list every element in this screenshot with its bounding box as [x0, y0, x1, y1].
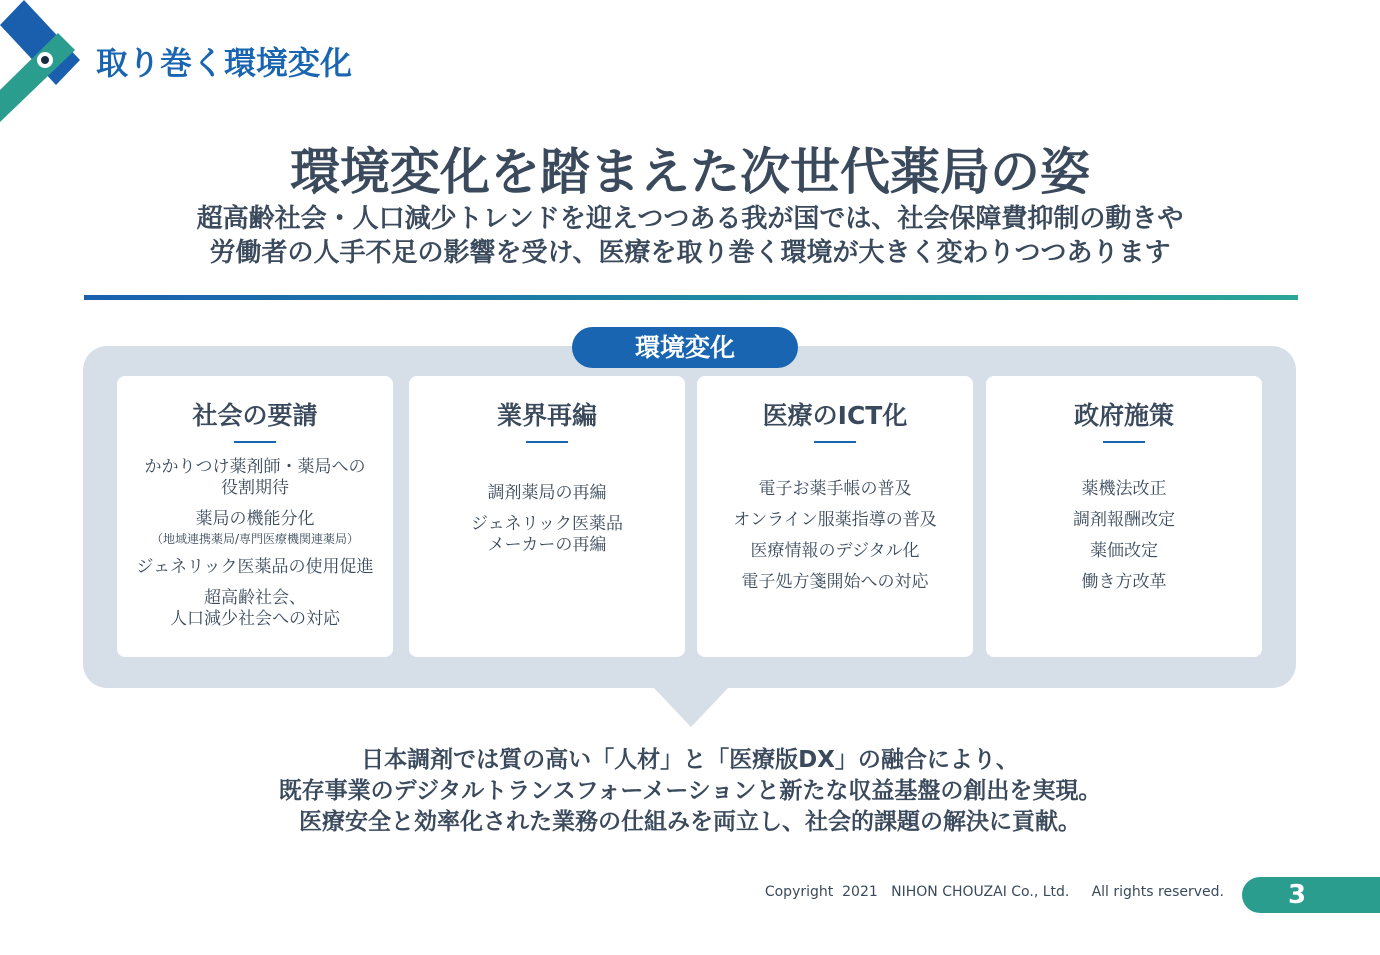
card-title: 業界再編: [496, 401, 597, 430]
page-headline: 環境変化を踏まえた次世代薬局の姿: [290, 143, 1090, 201]
conclusion-line: 医療安全と効率化された業務の仕組みを両立し、社会的課題の解決に貢献。: [299, 809, 1081, 835]
gradient-divider: [84, 295, 1298, 300]
card-underline: [814, 441, 856, 443]
section-title: 取り巻く環境変化: [96, 44, 353, 82]
card-item: 薬機法改正: [1081, 479, 1167, 499]
card-item-note: （地域連携薬局/専門医療機関連薬局）: [150, 532, 360, 546]
card-item: 働き方改革: [1081, 572, 1167, 592]
card-item: 医療情報のデジタル化: [750, 541, 920, 561]
card-underline: [1103, 441, 1145, 443]
page-subtitle: [0, 202, 1380, 270]
down-arrow-icon: [653, 687, 729, 729]
card-item: 薬価改定: [1090, 541, 1158, 561]
company-logo-icon: [0, 0, 80, 125]
card-industry-realignment: [409, 376, 685, 657]
card-government-policy: [986, 376, 1262, 657]
card-title: 政府施策: [1073, 401, 1174, 430]
subtitle-line: 労働者の人手不足の影響を受け、医療を取り巻く環境が大きく変わりつつあります: [209, 238, 1171, 268]
card-item: オンライン服薬指導の普及: [733, 510, 937, 530]
card-title: 社会の要請: [192, 401, 318, 430]
conclusion-text: [0, 745, 1380, 838]
page-number: 3: [1287, 880, 1307, 910]
card-title: 医療のICT化: [762, 401, 908, 430]
conclusion-line: 日本調剤では質の高い「人材」と「医療版DX」の融合により、: [361, 747, 1019, 773]
card-underline: [234, 441, 276, 443]
subtitle-line: 超高齢社会・人口減少トレンドを迎えつつある我が国では、社会保障費抑制の動きや: [196, 204, 1184, 234]
conclusion-line: 既存事業のデジタルトランスフォーメーションと新たな収益基盤の創出を実現。: [278, 778, 1102, 804]
card-item: 電子お薬手帳の普及: [758, 479, 912, 499]
card-underline: [526, 441, 568, 443]
card-item: 調剤報酬改定: [1073, 510, 1175, 530]
copyright-text: Copyright 2021 NIHON CHOUZAI Co., Ltd. All rights reserved.: [764, 884, 1224, 900]
card-medical-ict: [697, 376, 973, 657]
card-item: かかりつけ薬剤師・薬局への 役割期待: [144, 457, 366, 498]
card-item: 電子処方箋開始への対応: [741, 572, 929, 592]
panel-label-pill: 環境変化: [572, 327, 798, 368]
card-item: 超高齢社会、 人口減少社会への対応: [170, 588, 340, 629]
card-item: 薬局の機能分化: [195, 509, 315, 529]
card-social-demand: [117, 376, 393, 657]
page-number-badge: [1242, 877, 1380, 913]
card-item: ジェネリック医薬品 メーカーの再編: [471, 514, 623, 555]
card-item: 調剤薬局の再編: [487, 483, 607, 503]
card-item: ジェネリック医薬品の使用促進: [136, 557, 374, 577]
